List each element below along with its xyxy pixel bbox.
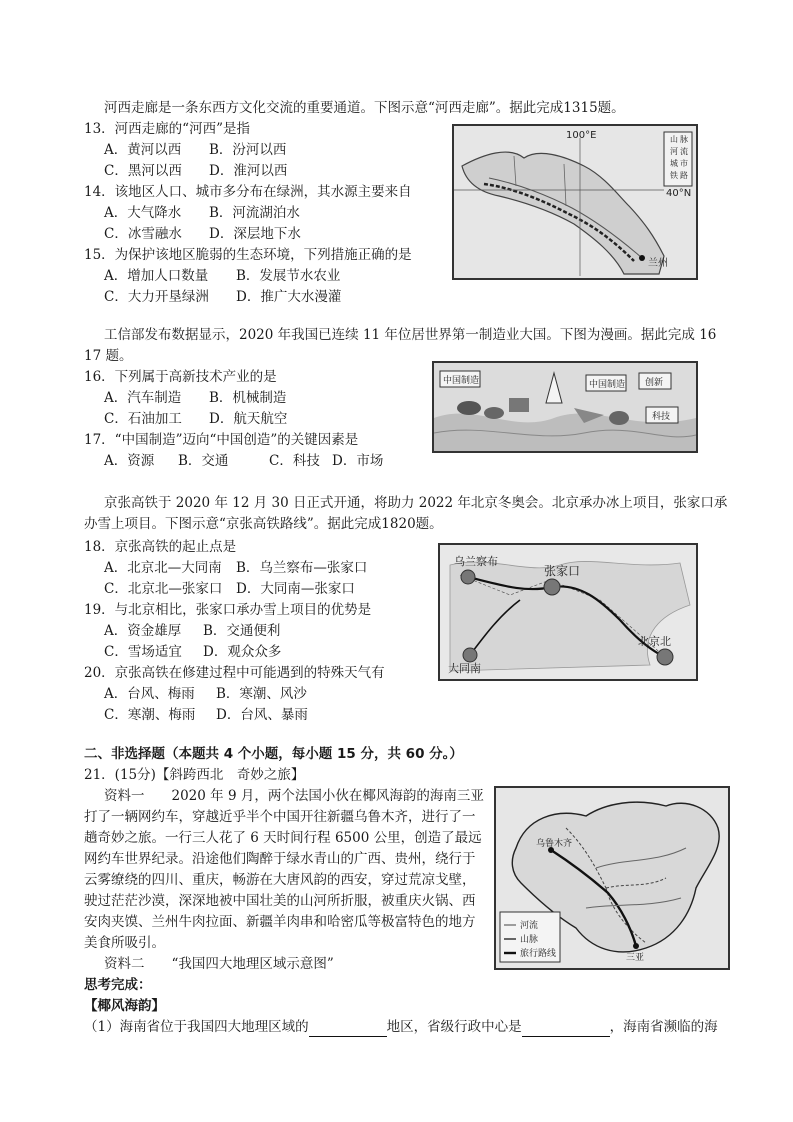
cnmap-legend-mountain: 山脉: [520, 935, 539, 945]
q15-option-d: D．推广大水漫灌: [236, 289, 342, 305]
q20-option-c: C．寒潮、梅雨: [104, 707, 196, 723]
q21-title: 21．(15分)【斜跨西北 奇妙之旅】: [84, 767, 305, 783]
q13-option-d: D．淮河以西: [209, 163, 288, 179]
material1-line4: 网约车世界纪录。沿途他们陶醉于绿水青山的广西、贵州，绕行于: [84, 851, 476, 867]
q17-option-c: C．科技: [269, 453, 320, 469]
map-city-lanzhou: 兰州: [648, 258, 668, 269]
q19-option-b: B．交通便利: [203, 623, 281, 639]
cnmap-legend-river: 河流: [520, 921, 539, 931]
railmap-city-zhangjiakou: 张家口: [544, 564, 581, 578]
q20-option-a: A．台风、梅雨: [104, 686, 195, 702]
q14-option-c: C．冰雪融水: [104, 226, 182, 242]
part2-heading: 二、非选择题（本题共 4 个小题，每小题 15 分，共 60 分。）: [84, 746, 463, 762]
railmap-city-beijingbei: 北京北: [638, 635, 671, 648]
q21-sub1-part-a: （1）海南省位于我国四大地理区域的: [84, 1019, 309, 1035]
hexi-corridor-map: [452, 124, 698, 280]
q17-option-a: A．资源: [104, 453, 155, 469]
material1-line5: 云雾缭绕的四川、重庆，畅游在大唐风韵的西安，穿过荒凉戈壁，: [84, 872, 476, 888]
map-legend-4: 流: [680, 147, 688, 156]
intro-manufacturing-line2: 17 题。: [84, 348, 133, 364]
q18-option-a: A．北京北—大同南: [104, 560, 222, 576]
q13-option-c: C．黑河以西: [104, 163, 182, 179]
q18-option-d: D．大同南—张家口: [236, 581, 355, 597]
cartoon-sign-1: 中国制造: [443, 376, 480, 386]
china-regions-map: [494, 786, 730, 970]
q16-stem: 16．下列属于高新技术产业的是: [84, 369, 277, 385]
q17-stem: 17．“中国制造”迈向“中国创造”的关键因素是: [84, 432, 359, 448]
q14-option-d: D．深层地下水: [209, 226, 301, 242]
q20-stem: 20．京张高铁在修建过程中可能遇到的特殊天气有: [84, 665, 385, 681]
q19-option-d: D．观众众多: [203, 644, 282, 660]
q19-stem: 19．与北京相比，张家口承办雪上项目的优势是: [84, 602, 372, 618]
intro-railway-line1: 京张高铁于 2020 年 12 月 30 日正式开通，将助力 2022 年北京冬奥会。北京承办冰上项目，张家口承: [104, 495, 728, 511]
q21-sub1-part-c: ，海南省濒临的海: [609, 1019, 718, 1035]
q21-sub1: [84, 1017, 718, 1037]
q18-option-b: B．乌兰察布—张家口: [236, 560, 368, 576]
think-label: 思考完成：: [84, 977, 152, 993]
material1-line2: 打了一辆网约车，穿越近乎半个中国开往新疆乌鲁木齐，进行了一: [84, 809, 476, 825]
map-lat-label: 40°N: [666, 188, 692, 199]
q15-stem: 15．为保护该地区脆弱的生态环境，下列措施正确的是: [84, 247, 412, 263]
cnmap-city-urumqi: 乌鲁木齐: [536, 839, 573, 849]
q15-option-a: A．增加人口数量: [104, 268, 209, 284]
q19-option-c: C．雪场适宜: [104, 644, 182, 660]
q14-option-b: B．河流湖泊水: [209, 205, 300, 221]
q18-option-c: C．北京北—张家口: [104, 581, 223, 597]
q19-option-a: A．资金雄厚: [104, 623, 182, 639]
answer-blank-region[interactable]: [309, 1020, 387, 1037]
q14-option-a: A．大气降水: [104, 205, 182, 221]
map-lon-label: 100°E: [566, 130, 597, 141]
material1-line8: 美食所吸引。: [84, 935, 165, 951]
q16-option-b: B．机械制造: [209, 390, 287, 406]
jingzhang-railway-map: [438, 543, 698, 681]
q16-option-a: A．汽车制造: [104, 390, 182, 406]
material1-line7: 安肉夹馍、兰州牛肉拉面、新疆羊肉串和哈密瓜等极富特色的地方: [84, 914, 476, 930]
cnmap-legend-route: 旅行路线: [520, 949, 557, 959]
q14-stem: 14．该地区人口、城市多分布在绿洲，其水源主要来自: [84, 184, 412, 200]
map-legend-8: 路: [680, 171, 688, 180]
intro-railway-line2: 办雪上项目。下图示意“京张高铁路线”。据此完成1820题。: [84, 516, 443, 532]
material1-line1: 资料一 2020 年 9 月，两个法国小伙在椰风海韵的海南三亚: [104, 788, 484, 804]
q13-stem: 13．河西走廊的“河西”是指: [84, 121, 250, 137]
intro-manufacturing-line1: 工信部发布数据显示，2020 年我国已连续 11 年位居世界第一制造业大国。下图为漫画。据此完成 16: [104, 327, 717, 343]
q15-option-c: C．大力开垦绿洲: [104, 289, 209, 305]
map-legend-1: 山: [670, 135, 678, 144]
q20-option-d: D．台风、暴雨: [216, 707, 308, 723]
q16-option-d: D．航天航空: [209, 411, 288, 427]
material1-line6: 驶过茫茫沙漠，深深地被中国壮美的山河所折服，被重庆火锅、西: [84, 893, 476, 909]
cnmap-city-sanya: 三亚: [626, 953, 645, 963]
material1-line3: 趟奇妙之旅。一行三人花了 6 天时间行程 6500 公里，创造了最远: [84, 830, 482, 846]
q18-stem: 18．京张高铁的起止点是: [84, 539, 237, 555]
q17-option-d: D．市场: [332, 453, 384, 469]
q21-sub1-part-b: 地区，省级行政中心是: [386, 1019, 522, 1035]
q16-option-c: C．石油加工: [104, 411, 182, 427]
intro-hexi: 河西走廊是一条东西方文化交流的重要通道。下图示意“河西走廊”。据此完成1315题。: [104, 100, 625, 116]
q13-option-b: B．汾河以西: [209, 142, 287, 158]
subsection-title: 【椰风海韵】: [84, 998, 165, 1014]
q20-option-b: B．寒潮、风沙: [216, 686, 307, 702]
q13-option-a: A．黄河以西: [104, 142, 182, 158]
q15-option-b: B．发展节水农业: [236, 268, 341, 284]
manufacturing-cartoon: [432, 361, 698, 453]
answer-blank-capital[interactable]: [522, 1020, 610, 1037]
material2: 资料二 “我国四大地理区域示意图”: [104, 956, 334, 972]
map-legend-3: 河: [670, 147, 678, 156]
railmap-city-ulanqab: 乌兰察布: [454, 555, 498, 568]
map-legend-2: 脉: [680, 135, 688, 144]
cartoon-sign-2: 中国制造: [589, 380, 626, 390]
cartoon-sign-4: 科技: [652, 412, 671, 422]
map-legend-6: 市: [680, 159, 688, 168]
map-legend-7: 铁: [670, 171, 678, 180]
map-legend-5: 城: [670, 159, 678, 168]
q17-option-b: B．交通: [178, 453, 229, 469]
cartoon-sign-3: 创新: [645, 378, 664, 388]
railmap-city-datongnan: 大同南: [448, 662, 481, 675]
